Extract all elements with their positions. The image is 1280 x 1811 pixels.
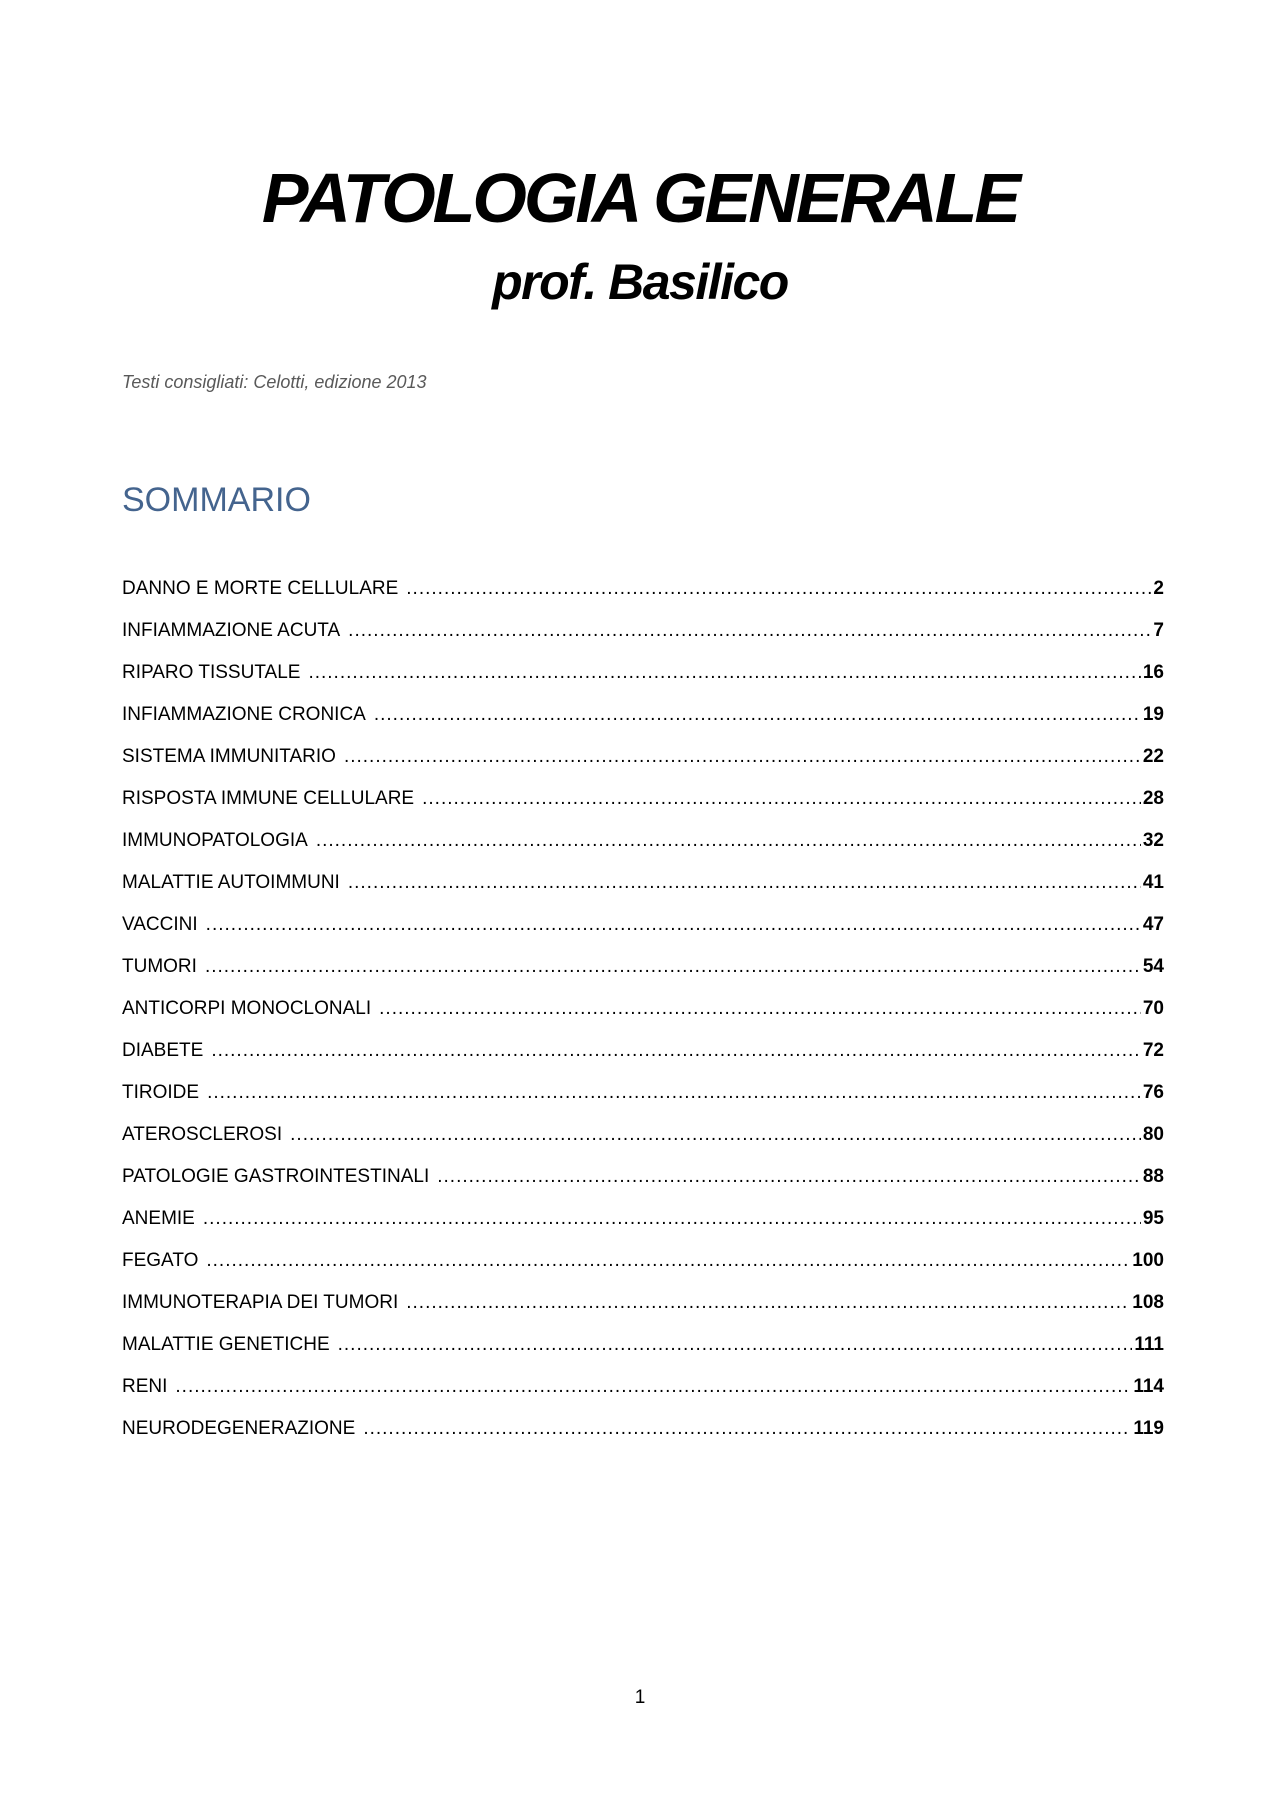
toc-entry[interactable]	[122, 786, 1164, 828]
toc-leader-dots	[348, 618, 1151, 644]
toc-entry-label[interactable]: ATEROSCLEROSI	[122, 1124, 283, 1145]
toc-entry[interactable]	[122, 660, 1164, 702]
toc-leader-dots	[206, 1248, 1130, 1274]
toc-leader-dots	[406, 576, 1151, 602]
toc-entry-page[interactable]: 16	[1142, 662, 1164, 683]
toc-entry-page[interactable]: 7	[1153, 620, 1164, 641]
toc-leader-dots	[344, 744, 1141, 770]
toc-entry-label[interactable]: TIROIDE	[122, 1082, 200, 1103]
toc-leader-dots	[379, 996, 1141, 1022]
toc-leader-dots	[203, 1206, 1141, 1232]
toc-entry[interactable]	[122, 1038, 1164, 1080]
toc-entry-page[interactable]: 88	[1142, 1166, 1164, 1187]
toc-entry[interactable]	[122, 1416, 1164, 1458]
toc-entry-label[interactable]: DANNO E MORTE CELLULARE	[122, 578, 399, 599]
toc-entry-label[interactable]: INFIAMMAZIONE ACUTA	[122, 620, 341, 641]
toc-entry-page[interactable]: 47	[1142, 914, 1164, 935]
toc-entry[interactable]	[122, 1332, 1164, 1374]
toc-entry-label[interactable]: SISTEMA IMMUNITARIO	[122, 746, 336, 767]
toc-entry-page[interactable]: 119	[1133, 1418, 1164, 1439]
toc-entry[interactable]	[122, 744, 1164, 786]
document-title: PATOLOGIA GENERALE	[261, 159, 1019, 237]
toc-entry-label[interactable]: MALATTIE AUTOIMMUNI	[122, 872, 340, 893]
toc-entry[interactable]	[122, 1248, 1164, 1290]
toc-entry[interactable]	[122, 1122, 1164, 1164]
toc-entry[interactable]	[122, 1206, 1164, 1248]
toc-entry-page[interactable]: 108	[1132, 1292, 1164, 1313]
toc-leader-dots	[406, 1290, 1130, 1316]
toc-leader-dots	[338, 1332, 1133, 1358]
toc-entry[interactable]	[122, 618, 1164, 660]
toc-heading: SOMMARIO	[122, 481, 311, 519]
toc-entry[interactable]	[122, 1290, 1164, 1332]
toc-entry-page[interactable]: 32	[1142, 830, 1164, 851]
toc-leader-dots	[205, 954, 1141, 980]
toc-entry-page[interactable]: 80	[1142, 1124, 1164, 1145]
toc-entry-page[interactable]: 72	[1142, 1040, 1164, 1061]
toc-leader-dots	[316, 828, 1141, 854]
toc-leader-dots	[175, 1374, 1131, 1400]
toc-entry-page[interactable]: 28	[1142, 788, 1164, 809]
toc-entry-page[interactable]: 114	[1133, 1376, 1164, 1397]
toc-entry-label[interactable]: RENI	[122, 1376, 168, 1397]
toc-entry[interactable]	[122, 702, 1164, 744]
toc-entry-page[interactable]: 111	[1134, 1334, 1164, 1355]
toc-entry-label[interactable]: DIABETE	[122, 1040, 204, 1061]
toc-entry-label[interactable]: PATOLOGIE GASTROINTESTINALI	[122, 1166, 430, 1187]
page-number: 1	[634, 1687, 646, 1708]
toc-leader-dots	[437, 1164, 1141, 1190]
toc-entry-page[interactable]: 41	[1142, 872, 1164, 893]
toc-entry[interactable]	[122, 954, 1164, 996]
toc-entry-page[interactable]: 70	[1142, 998, 1164, 1019]
toc-entry-label[interactable]: INFIAMMAZIONE CRONICA	[122, 704, 366, 725]
toc-entry-label[interactable]: TUMORI	[122, 956, 197, 977]
toc-entry[interactable]	[122, 996, 1164, 1038]
toc-entry-page[interactable]: 76	[1142, 1082, 1164, 1103]
toc-entry-label[interactable]: IMMUNOPATOLOGIA	[122, 830, 308, 851]
toc-leader-dots	[207, 1080, 1141, 1106]
toc-entry[interactable]	[122, 828, 1164, 870]
toc-entry-page[interactable]: 100	[1132, 1250, 1164, 1271]
toc-entry-label[interactable]: RIPARO TISSUTALE	[122, 662, 301, 683]
toc-entry[interactable]	[122, 576, 1164, 618]
toc-entry[interactable]	[122, 1374, 1164, 1416]
toc-leader-dots	[374, 702, 1141, 728]
toc-entry-page[interactable]: 19	[1142, 704, 1164, 725]
document-subtitle: prof. Basilico	[492, 254, 788, 310]
toc-entry-label[interactable]: IMMUNOTERAPIA DEI TUMORI	[122, 1292, 399, 1313]
toc-entry-label[interactable]: VACCINI	[122, 914, 198, 935]
toc-leader-dots	[363, 1416, 1131, 1442]
toc-leader-dots	[290, 1122, 1141, 1148]
toc-leader-dots	[211, 1038, 1141, 1064]
recommended-texts: Testi consigliati: Celotti, edizione 2013	[122, 372, 427, 392]
toc-leader-dots	[206, 912, 1141, 938]
table-of-contents	[122, 576, 1164, 1458]
toc-leader-dots	[308, 660, 1140, 686]
toc-entry-label[interactable]: RISPOSTA IMMUNE CELLULARE	[122, 788, 415, 809]
toc-entry[interactable]	[122, 1164, 1164, 1206]
toc-entry-page[interactable]: 95	[1142, 1208, 1164, 1229]
toc-entry-label[interactable]: FEGATO	[122, 1250, 199, 1271]
toc-entry[interactable]	[122, 870, 1164, 912]
toc-entry-label[interactable]: ANEMIE	[122, 1208, 195, 1229]
toc-entry-page[interactable]: 54	[1142, 956, 1164, 977]
toc-entry[interactable]	[122, 912, 1164, 954]
toc-entry-page[interactable]: 2	[1153, 578, 1164, 599]
toc-entry-label[interactable]: ANTICORPI MONOCLONALI	[122, 998, 372, 1019]
toc-entry-label[interactable]: MALATTIE GENETICHE	[122, 1334, 330, 1355]
toc-entry-label[interactable]: NEURODEGENERAZIONE	[122, 1418, 356, 1439]
toc-entry-page[interactable]: 22	[1142, 746, 1164, 767]
toc-leader-dots	[422, 786, 1141, 812]
toc-leader-dots	[348, 870, 1141, 896]
toc-entry[interactable]	[122, 1080, 1164, 1122]
